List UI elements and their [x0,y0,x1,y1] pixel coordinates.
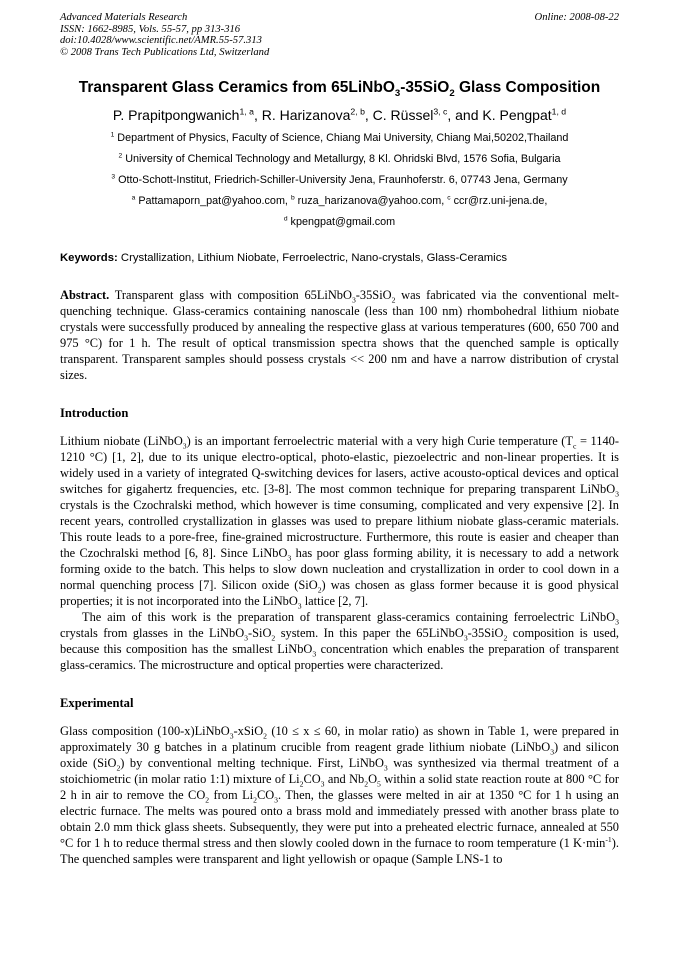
issn-volume-pages: ISSN: 1662-8985, Vols. 55-57, pp 313-316 [60,23,241,35]
publication-header [60,12,619,58]
section-heading-introduction: Introduction [60,406,129,421]
abstract [60,287,619,383]
doi-line: doi:10.4028/www.scientific.net/AMR.55-57.313 [60,35,262,47]
affiliation-1: $^1$ Department of Physics, Faculty of Science, Chiang Mai University, Chiang Mai,50202,Thailand [110,131,569,145]
affiliations-block [60,132,619,229]
keywords-label: Keywords: [60,252,118,265]
experimental-paragraph-1: Glass composition (100-x)LiNbO$_3$-xSiO$_2$ (10 ≤ x ≤ 60, in molar ratio) as shown in Table 1, were prepared in approximately 30 g batches in a platinum crucible from reagent grade lithium niobate (LiNbO$_3$) and silicon oxide (SiO$_2$) by conventional melting technique. First, LiNbO$_3$ was synthesized via thermal treatment of a stoichiometric (in molar ratio 1:1) mixture of $Li_2CO_3$ and $Nb_2O_5$ within a solid state reaction route at 800 °C for 2 h in air to remove the $CO_2$ from $Li_2CO_3$. Then, the glasses were melted in air at 1350 °C for 1 h using an electric furnace. The melts was poured onto a brass mold and immediately pressed with another brass plate to obtain 2.0 mm thick glass sheets. Subsequently, they were put into a preheated electric furnace, annealed at 550 °C for 1 h to reduce thermal stress and then slowly cooled down in the furnace to room temperature (1 $K\cdot\min^{-1}$). The quenched samples were transparent and light yellowish or opaque (Sample LNS-1 to [60,724,619,867]
author-emails-line-1: $^a$ Pattamaporn_pat@yahoo.com, $^b$ ruza_harizanova@yahoo.com, $^c$ ccr@rz.uni-jena.de, [131,194,548,208]
keywords-text: Crystallization, Lithium Niobate, Ferroelectric, Nano-crystals, Glass-Ceramics [120,252,507,265]
keywords-line [60,251,619,265]
online-date: Online: 2008-08-22 [534,12,619,23]
article-title: Transparent Glass Ceramics from 65LiNbO$_3$-35SiO$_2$ Glass Composition [78,79,601,100]
abstract-label: Abstract. [60,288,110,303]
section-heading-experimental: Experimental [60,696,134,711]
author-emails-line-2: $^d$ kpengpat@gmail.com [283,215,396,229]
introduction-paragraph-2: The aim of this work is the preparation of transparent glass-ceramics containing ferroelectric LiNbO$_3$ crystals from glasses in the LiNbO$_3$-SiO$_2$ system. In this paper the 65LiNbO$_3$-35SiO$_2$ composition is used, because this composition has the smallest LiNbO$_3$ concentration which enables the preparation of transparent glass-ceramics. The microstructure and optical properties were characterized. [60,610,620,673]
copyright-line: © 2008 Trans Tech Publications Ltd, Switzerland [60,46,270,58]
journal-name: Advanced Materials Research [60,12,188,23]
authors-line: P. Prapitpongwanich$^{1, a}$, R. Harizanova$^{2, b}$, C. Rüssel$^{3, c}$, and K. Pengpat$^{1, d}$ [112,106,567,124]
affiliation-3: $^3$ Otto-Schott-Institut, Friedrich-Schiller-University Jena, Fraunhoferstr. 6, 07743 Jena, Germany [111,173,568,187]
abstract-text: Transparent glass with composition 65LiNbO$_3$-35SiO$_2$ was fabricated via the conventional melt-quenching technique. Glass-ceramics containing nanoscale (less than 100 nm) rhombohedral lithium niobate crystals were successfully produced by annealing the respective glass at various temperatures (600, 650 700 and 975 °C) for 1 h. The result of optical transmission spectra shows that the quenched sample is optically transparent. Transparent samples should possess crystals << 200 nm and have a narrow distribution of crystal sizes. [60,288,619,383]
introduction-paragraph-1: Lithium niobate (LiNbO$_3$) is an important ferroelectric material with a very high Curie temperature ($T_c = 1140-1210$ °C) [1, 2], due to its unique electro-optical, photo-elastic, piezoelectric and non-linear properties. It is widely used in a variety of integrated Q-switching devices for lasers, active acousto-optical devices and optical switches for gigahertz frequencies, etc. [3-8]. The most common technique for preparing transparent LiNbO$_3$ crystals is the Czochralski method, which however is time consuming, complicated and very expensive [2]. In recent years, controlled crystallization in glasses was used to prepare lithium niobate glass-ceramic materials. This route leads to a pore-free, fine-grained microstructure. Furthermore, this route is easier and cheaper than the Czochralski method [6, 8]. Since LiNbO$_3$ has poor glass forming ability, it is necessary to add a network forming oxide to the batch. This helps to slow down nucleation and crystallization in order to cool down in a normal quenching process [7]. Silicon oxide (SiO$_2$) was chosen as glass former because it is good physical properties; it is not incorporated into the LiNbO$_3$ lattice [2, 7]. [60,434,619,611]
affiliation-2: $^2$ University of Chemical Technology and Metallurgy, 8 Kl. Ohridski Blvd, 1576 Sofia, Bulgaria [118,152,561,166]
publication-meta [60,12,269,58]
